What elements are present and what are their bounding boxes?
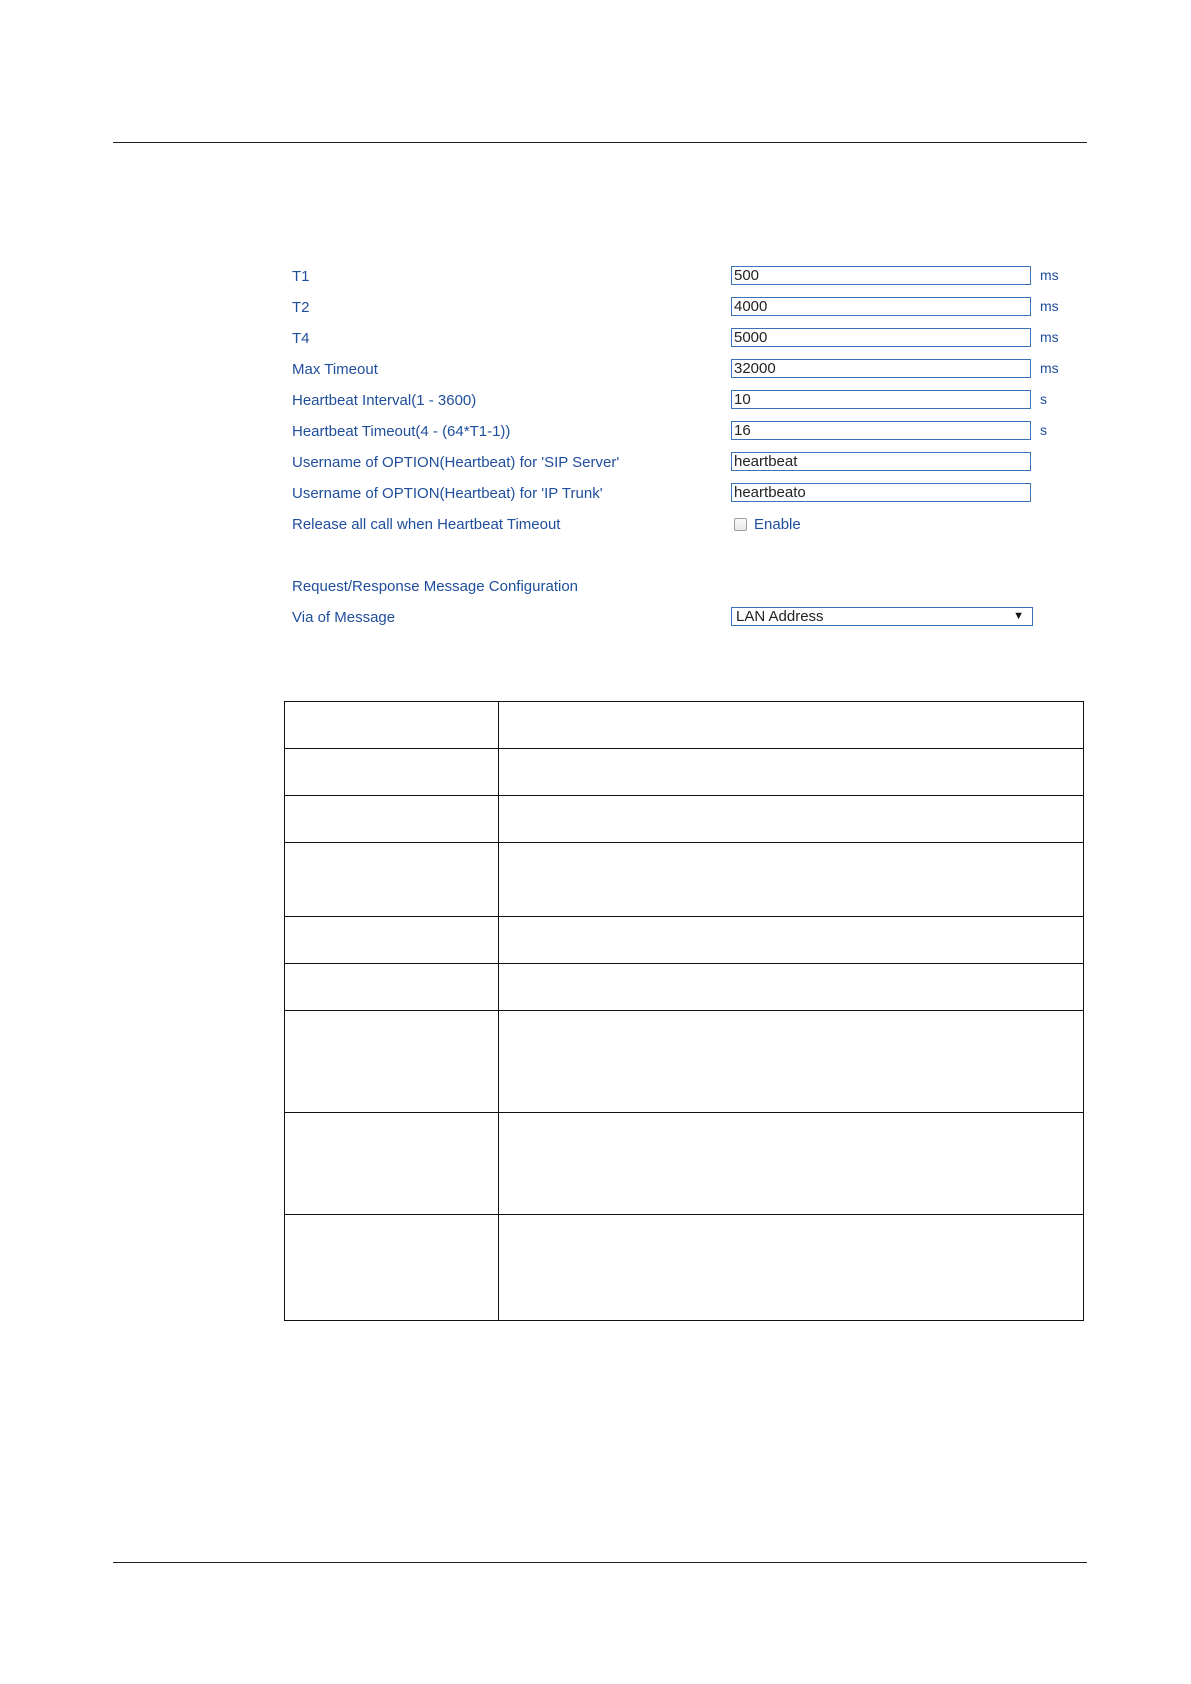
table-cell [285,702,499,749]
heartbeat-timeout-label: Heartbeat Timeout(4 - (64*T1-1)) [292,423,511,440]
t4-input[interactable] [731,328,1031,347]
table-cell [285,796,499,843]
t4-row [292,328,1082,350]
table-row [285,843,1084,917]
table-cell [499,1215,1084,1321]
ip-trunk-username-label: Username of OPTION(Heartbeat) for 'IP Trunk' [292,485,603,502]
t1-input[interactable] [731,266,1031,285]
table-row [285,1215,1084,1321]
table-cell [285,1113,499,1215]
description-table [284,701,1084,1321]
sip-server-username-row [292,452,1082,474]
section-heading: Request/Response Message Configuration [292,578,579,595]
table-cell [499,796,1084,843]
table-cell [499,749,1084,796]
heartbeat-interval-row [292,390,1082,412]
via-message-label: Via of Message [292,609,396,626]
max-timeout-row [292,359,1082,381]
footer-divider [113,1562,1087,1563]
table-row [285,702,1084,749]
t2-row [292,297,1082,319]
table-cell [285,749,499,796]
via-message-value: LAN Address [736,608,824,625]
section-heading-row [292,576,1082,598]
table-row [285,1113,1084,1215]
heartbeat-interval-unit: s [1040,391,1047,407]
table-cell [499,843,1084,917]
max-timeout-unit: ms [1040,360,1059,376]
table-cell [499,702,1084,749]
chevron-down-icon: ▼ [1013,610,1024,622]
sip-server-username-input[interactable] [731,452,1031,471]
t2-label: T2 [292,299,310,316]
via-message-row [292,607,1082,629]
t1-row [292,266,1082,288]
enable-toggle[interactable] [734,516,801,533]
table-cell [285,1215,499,1321]
table-cell [499,1113,1084,1215]
heartbeat-interval-label: Heartbeat Interval(1 - 3600) [292,392,477,409]
heartbeat-timeout-input[interactable] [731,421,1031,440]
max-timeout-input[interactable] [731,359,1031,378]
via-message-select[interactable] [731,607,1033,626]
release-call-label: Release all call when Heartbeat Timeout [292,516,561,533]
header-divider [113,142,1087,143]
t4-label: T4 [292,330,310,347]
t1-label: T1 [292,268,310,285]
enable-checkbox[interactable] [734,518,747,531]
heartbeat-timeout-unit: s [1040,422,1047,438]
table-cell [499,964,1084,1011]
t2-input[interactable] [731,297,1031,316]
t1-unit: ms [1040,267,1059,283]
heartbeat-timeout-row [292,421,1082,443]
table-cell [499,1011,1084,1113]
ip-trunk-username-row [292,483,1082,505]
table-row [285,1011,1084,1113]
t2-unit: ms [1040,298,1059,314]
table-cell [285,843,499,917]
t4-unit: ms [1040,329,1059,345]
table-row [285,917,1084,964]
table-row [285,964,1084,1011]
enable-label: Enable [754,516,801,533]
table-cell [285,964,499,1011]
max-timeout-label: Max Timeout [292,361,378,378]
table-cell [285,1011,499,1113]
sip-server-username-label: Username of OPTION(Heartbeat) for 'SIP Server' [292,454,620,471]
ip-trunk-username-input[interactable] [731,483,1031,502]
heartbeat-interval-input[interactable] [731,390,1031,409]
table-cell [499,917,1084,964]
release-call-row [292,514,1082,536]
table-cell [285,917,499,964]
table-row [285,749,1084,796]
table-row [285,796,1084,843]
